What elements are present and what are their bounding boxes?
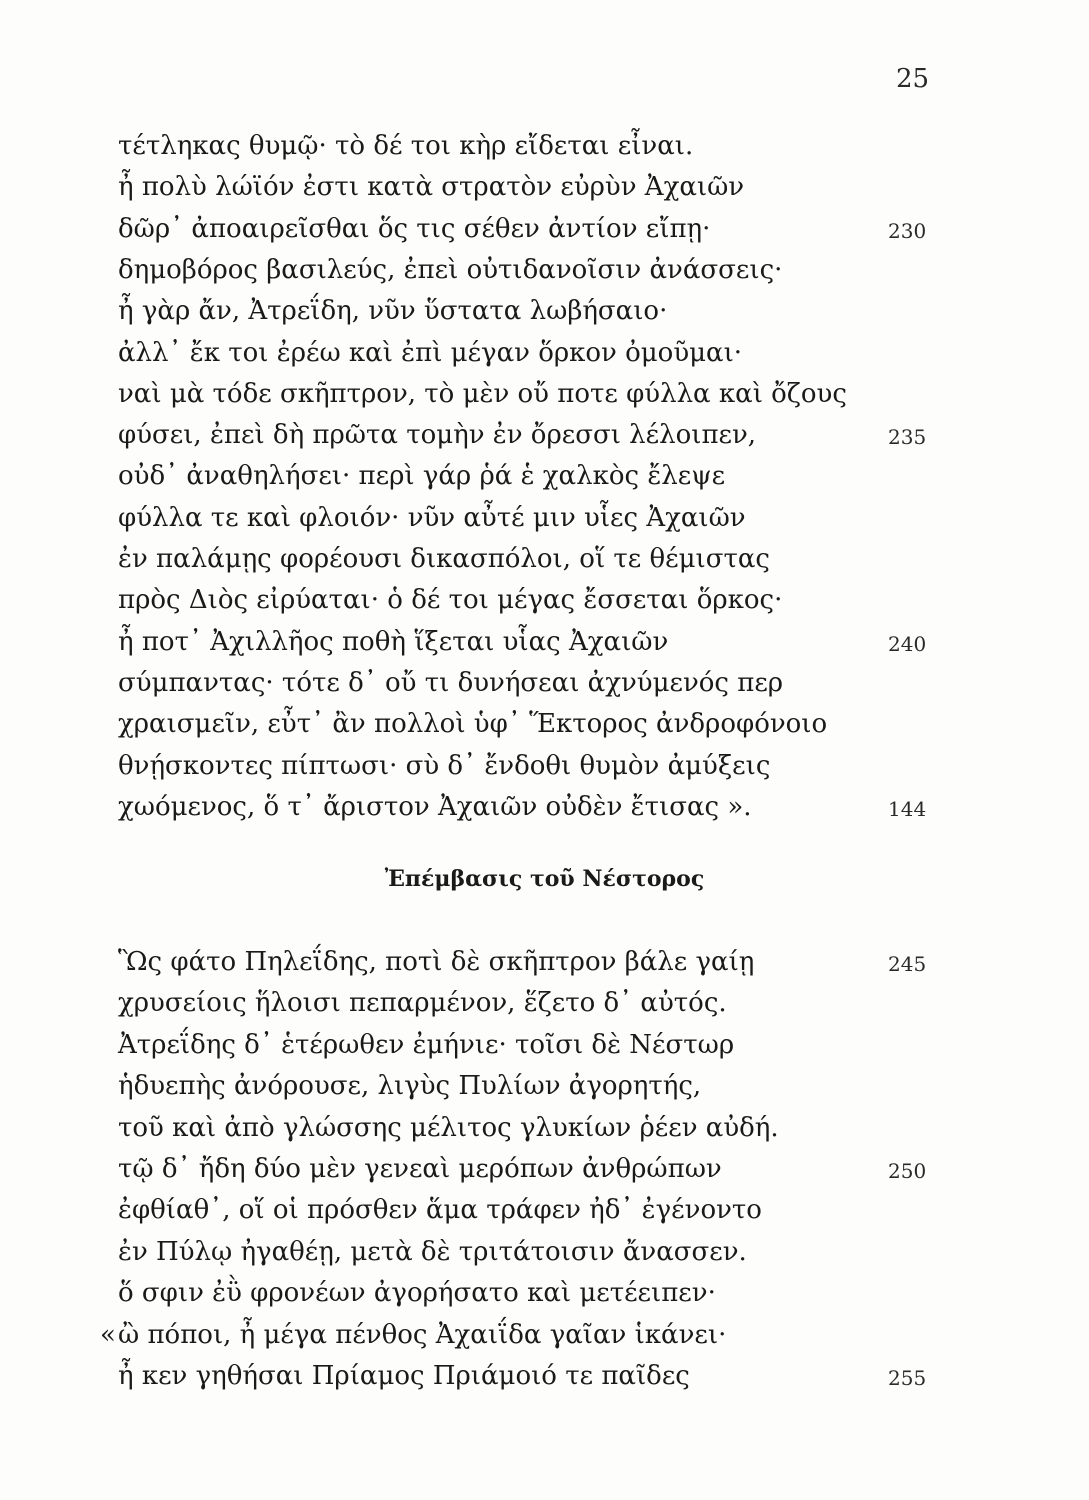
verse-line: ὢ πόποι, ἦ μέγα πένθος Ἀχαιΐδα γαῖαν ἱκάνει· xyxy=(118,1319,727,1350)
verse-line: ἦ πολὺ λώϊόν ἐστι κατὰ στρατὸν εὐρὺν Ἀχαιῶν xyxy=(118,172,745,203)
verse-line: θνῄσκοντες πίπτωσι· σὺ δ᾽ ἔνδοθι θυμὸν ἀμύξεις xyxy=(118,750,771,781)
verse-line: χρυσείοις ἥλοισι πεπαρμένον, ἕζετο δ᾽ αὐτός. xyxy=(118,988,727,1019)
verse-line: τέτληκας θυμῷ· τὸ δέ τοι κὴρ εἴδεται εἶναι. xyxy=(118,131,694,161)
verse-line: ἦ κεν γηθήσαι Πρίαμος Πριάμοιό τε παῖδες xyxy=(118,1361,690,1391)
verse-line: φύσει, ἐπεὶ δὴ πρῶτα τομὴν ἐν ὄρεσσι λέλοιπεν, xyxy=(118,420,757,451)
line-number: 255 xyxy=(888,1366,927,1390)
verse-line: ὅ σφιν ἐῢ φρονέων ἀγορήσατο καὶ μετέειπεν· xyxy=(118,1278,716,1309)
verse-line: χωόμενος, ὅ τ᾽ ἄριστον Ἀχαιῶν οὐδὲν ἔτισας ». xyxy=(118,791,752,822)
verse-line: δῶρ᾽ ἀποαιρεῖσθαι ὅς τις σέθεν ἀντίον εἴπῃ· xyxy=(118,213,711,244)
verse-line: σύμπαντας· τότε δ᾽ οὔ τι δυνήσεαι ἀχνύμενός περ xyxy=(118,667,784,698)
verse-line: χραισμεῖν, εὖτ᾽ ἂν πολλοὶ ὑφ᾽ Ἕκτορος ἀνδροφόνοιο xyxy=(118,709,828,740)
verse-line: Ἀτρεΐδης δ᾽ ἑτέρωθεν ἐμήνιε· τοῖσι δὲ Νέστωρ xyxy=(118,1029,735,1060)
verse-line: τῷ δ᾽ ἤδη δύο μὲν γενεαὶ μερόπων ἀνθρώπων xyxy=(118,1154,722,1184)
verse-line: ἀλλ᾽ ἔκ τοι ἐρέω καὶ ἐπὶ μέγαν ὅρκον ὀμοῦμαι· xyxy=(118,337,743,368)
opening-quote: « xyxy=(100,1319,116,1350)
verse-line: τοῦ καὶ ἀπὸ γλώσσης μέλιτος γλυκίων ῥέεν αὐδή. xyxy=(118,1112,779,1143)
verse-line: οὐδ᾽ ἀναθηλήσει· περὶ γάρ ῥά ἑ χαλκὸς ἔλεψε xyxy=(118,461,726,492)
verse-line: ἦ γὰρ ἄν, Ἀτρεΐδη, νῦν ὕστατα λωβήσαιο· xyxy=(118,296,668,327)
line-number: 235 xyxy=(888,425,927,450)
verse-line: ἐφθίαθ᾽, οἵ οἱ πρόσθεν ἅμα τράφεν ἠδ᾽ ἐγένοντο xyxy=(118,1195,762,1226)
verse-line: δημοβόρος βασιλεύς, ἐπεὶ οὐτιδανοῖσιν ἀνάσσεις· xyxy=(118,254,783,285)
line-number: 240 xyxy=(888,631,927,656)
line-number: 250 xyxy=(888,1159,927,1183)
line-number: 230 xyxy=(888,218,927,243)
verse-line: πρὸς Διὸς εἰρύαται· ὁ δέ τοι μέγας ἔσσεται ὅρκος· xyxy=(118,585,783,616)
verse-line: Ὣς φάτο Πηλεΐδης, ποτὶ δὲ σκῆπτρον βάλε γαίῃ xyxy=(118,947,755,977)
page-number: 25 xyxy=(896,64,930,94)
section-heading: Ἐπέμβασις τοῦ Νέστορος xyxy=(384,866,705,892)
verse-line: ἦ ποτ᾽ Ἀχιλλῆος ποθὴ ἵξεται υἷας Ἀχαιῶν xyxy=(118,626,669,657)
verse-line: ἐν Πύλῳ ἠγαθέῃ, μετὰ δὲ τριτάτοισιν ἄνασσεν. xyxy=(118,1236,747,1267)
verse-line: ἡδυεπὴς ἀνόρουσε, λιγὺς Πυλίων ἀγορητής, xyxy=(118,1071,702,1102)
line-number: 245 xyxy=(888,952,927,976)
verse-line: φύλλα τε καὶ φλοιόν· νῦν αὖτέ μιν υἷες Ἀχαιῶν xyxy=(118,502,746,533)
verse-line: ἐν παλάμῃς φορέουσι δικασπόλοι, οἵ τε θέμιστας xyxy=(118,544,770,574)
line-number: 144 xyxy=(888,796,927,821)
verse-line: ναὶ μὰ τόδε σκῆπτρον, τὸ μὲν οὔ ποτε φύλλα καὶ ὄζους xyxy=(118,378,847,409)
